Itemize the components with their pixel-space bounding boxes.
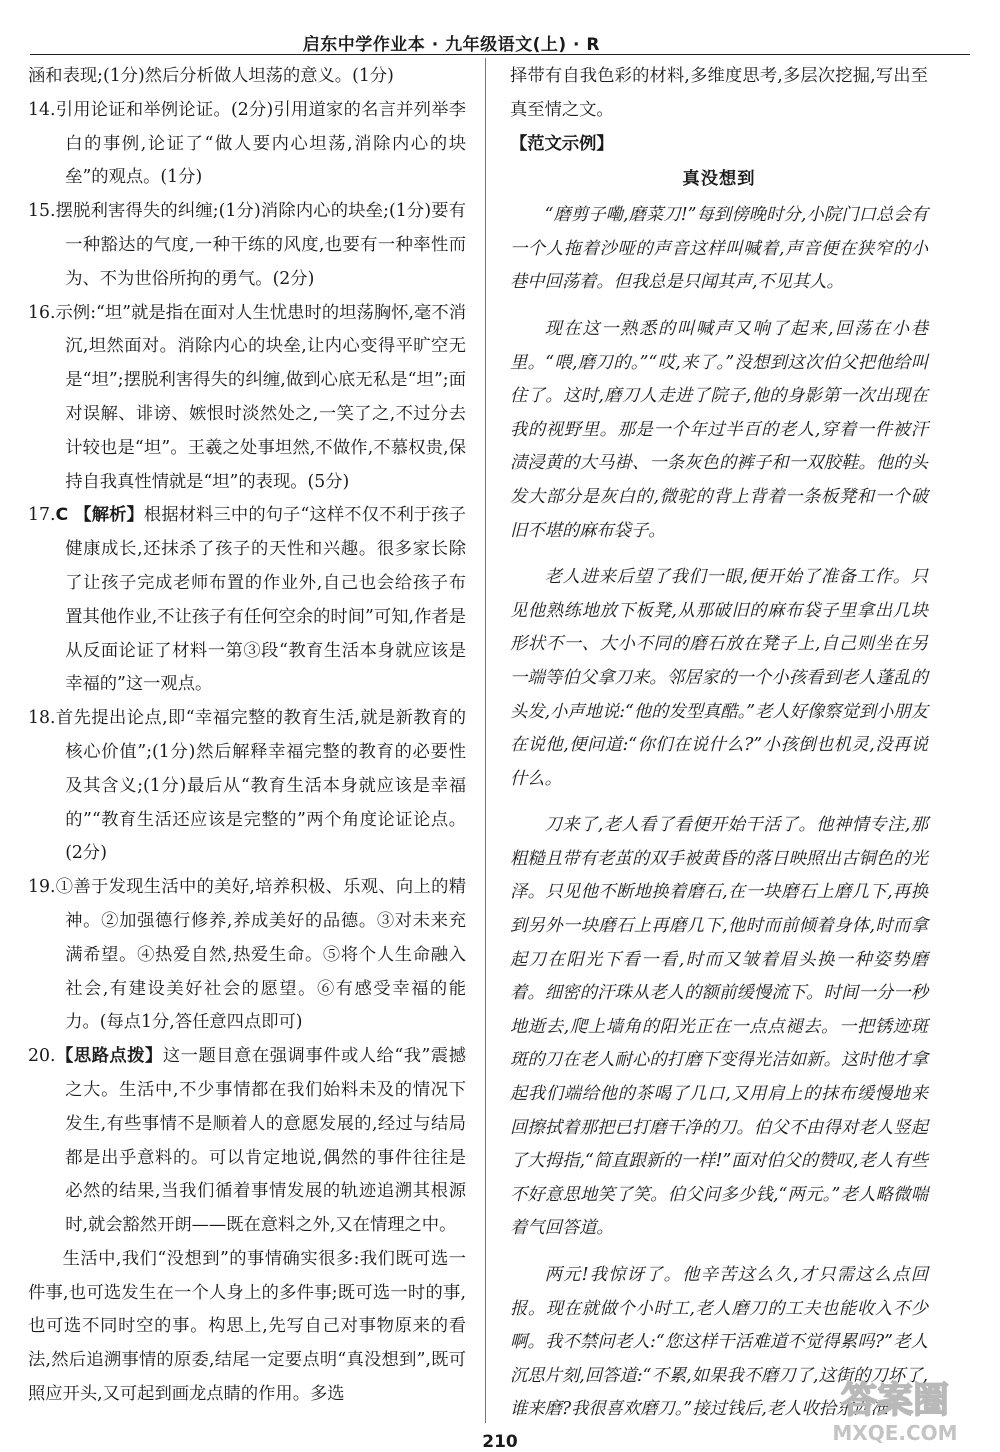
- watermark-text: 答案圈: [840, 1380, 950, 1421]
- analysis-tag: C 【解析】: [55, 505, 144, 526]
- answer-number: 19.: [28, 877, 56, 898]
- page-number: 210: [482, 1432, 518, 1452]
- column-divider: [485, 58, 486, 1423]
- sample-essay: [510, 199, 928, 1427]
- answer-text: 这一题目意在强调事件或人给“我”震撼之大。生活中,不少事情都在我们始料未及的情况下发生,有些事情不是顺着人的意愿发展的,经过与结局都是出乎意料的。可以肯定地说,偶然的事件往往是必然的结果,当我们循着事情发展的轨迹追溯其根源时,就会豁然开朗——既在意料之外,又在情理之中。: [65, 1046, 466, 1236]
- answer-text: 示例:“坦”就是指在面对人生忧患时的坦荡胸怀,毫不消沉,坦然面对。消除内心的块垒,让内心变得平旷空无是“坦”;摆脱利害得失的纠缠,做到心底无私是“坦”;面对误解、诽谤、嫉恨时淡然处之,一笑了之,不过分去计较也是“坦”。王羲之处事坦然,不做作,不慕权贵,保持自我真性情就是“坦”的表现。(5分): [55, 302, 466, 492]
- left-column: [28, 60, 466, 1412]
- essay-paragraph: 两元!我惊讶了。他辛苦这么久,才只需这么点回报。现在就做个小时工,老人磨刀的工夫也能收入不少啊。我不禁问老人:“您这样干活难道不觉得累吗?”老人沉思片刻,回答道:“不累,如果我不磨刀了,这街的刀坏了,谁来磨?我很喜欢磨刀。”接过钱后,老人收拾东西准: [510, 1265, 928, 1420]
- answer-15: [28, 195, 466, 296]
- answer-text: 根据材料三中的句子“这样不仅不利于孩子健康成长,还抹杀了孩子的天性和兴趣。很多家长除了让孩子完成老师布置的作业外,自己也会给孩子布置其他作业,不让孩子有任何空余的时间”可知,作者是从反面论证了材料一第③段“教育生活本身就应该是幸福的”这一观点。: [65, 505, 466, 695]
- essay-paragraph: 老人进来后望了我们一眼,便开始了准备工作。只见他熟练地放下板凳,从那破旧的麻布袋子里拿出几块形状不一、大小不同的磨石放在凳子上,自己则坐在另一端等伯父拿刀来。邻居家的一个小孩看到老人蓬乱的头发,小声地说:“他的发型真酷。”老人好像察觉到小朋友在说他,便问道:“你们在说什么?”小孩倒也机灵,没再说什么。: [510, 567, 928, 789]
- answer-17: [28, 499, 466, 702]
- answer-14: [28, 94, 466, 195]
- answer-16: [28, 297, 466, 500]
- section-tag: 【范文示例】: [510, 133, 614, 154]
- answer-number: 20.: [28, 1046, 56, 1067]
- essay-paragraph: 现在这一熟悉的叫喊声又响了起来,回荡在小巷里。“喂,磨刀的。”“哎,来了。”没想到这次伯父把他给叫住了。这时,磨刀人走进了院子,他的身影第一次出现在我的视野里。那是一个年过半百的老人,穿着一件被汗渍浸黄的大马褂、一条灰色的裤子和一双胶鞋。他的头发大部分是灰白的,微驼的背上背着一条板凳和一个破旧不堪的麻布袋子。: [510, 318, 928, 541]
- answer-number: 15.: [28, 201, 56, 222]
- essay-paragraph: 刀来了,老人看了看便开始干活了。他神情专注,那粗糙且带有老茧的双手被黄昏的落日映照出古铜色的光泽。只见他不断地换着磨石,在一块磨石上磨几下,再换到另外一块磨石上再磨几下,他时而前倾着身体,时而拿起刀在阳光下看一看,时而又皱着眉头换一种姿势磨着。细密的汗珠从老人的额前缓慢流下。时间一分一秒地逝去,爬上墙角的阳光正在一点点褪去。一把锈迹斑斑的刀在老人耐心的打磨下变得光洁如新。这时他才拿起我们端给他的茶喝了几口,又用肩上的抹布缓慢地来回擦拭着那把已打磨干净的刀。伯父不由得对老人竖起了大拇指,“简直跟新的一样!”面对伯父的赞叹,老人有些不好意思地笑了笑。伯父问多少钱,“两元。”老人略微喘着气回答道。: [510, 815, 928, 1239]
- continuation-text: 涵和表现;(1分)然后分析做人坦荡的意义。(1分): [28, 66, 394, 86]
- book-title: 启东中学作业本 · 九年级语文(上) · R: [302, 35, 600, 55]
- answer-number: 17.: [28, 505, 56, 526]
- answer-text: ①善于发现生活中的美好,培养积极、乐观、向上的精神。②加强德行修养,养成美好的品德。③对未来充满希望。④热爱自然,热爱生命。⑤将个人生命融入社会,有建设美好社会的愿望。⑥有感受幸福的能力。(每点1分,答任意四点即可): [55, 877, 466, 1033]
- right-column: [510, 60, 928, 1440]
- page-header: [30, 28, 970, 55]
- answer-text: 引用论证和举例论证。(2分)引用道家的名言并列举李白的事例,论证了“做人要内心坦荡,消除内心的块垒”的观点。(1分): [55, 99, 466, 188]
- answer-20: [28, 1040, 466, 1243]
- answer-number: 14.: [28, 99, 56, 120]
- writing-guidance: 生活中,我们“没想到”的事情确实很多:我们既可选一件事,也可选发生在一个人身上的多件事;既可选一时的事,也可选不同时空的事。构思上,先写自己对事物原来的看法,然后追溯事情的原委,结尾一定要点明“真没想到”,既可照应开头,又可起到画龙点睛的作用。多选: [28, 1248, 466, 1405]
- answer-text: 摆脱利害得失的纠缠;(1分)消除内心的块垒;(1分)要有一种豁达的气度,一种干练的风度,也要有一种率性而为、不为世俗所拘的勇气。(2分): [55, 201, 466, 289]
- continuation-text: 择带有自我色彩的材料,多维度思考,多层次挖掘,写出至真至情之文。: [510, 66, 928, 120]
- answer-19: [28, 871, 466, 1040]
- answer-number: 18.: [28, 708, 56, 729]
- answer-18: [28, 702, 466, 871]
- essay-paragraph: “磨剪子嘞,磨菜刀!”每到傍晚时分,小院门口总会有一个人拖着沙哑的声音这样叫喊着,声音便在狭窄的小巷中回荡着。但我总是只闻其声,不见其人。: [510, 205, 928, 293]
- hint-tag: 【思路点拨】: [55, 1046, 163, 1067]
- watermark-url: MXQE.COM: [832, 1421, 958, 1445]
- answer-number: 16.: [28, 302, 56, 323]
- answer-text: 首先提出论点,即“幸福完整的教育生活,就是新教育的核心价值”;(1分)然后解释幸福完整的教育的必要性及其含义;(1分)最后从“教育生活本身就应该是幸福的”“教育生活还应该是完整的”两个角度论证论点。(2分): [55, 708, 466, 864]
- essay-title: 真没想到: [682, 169, 756, 190]
